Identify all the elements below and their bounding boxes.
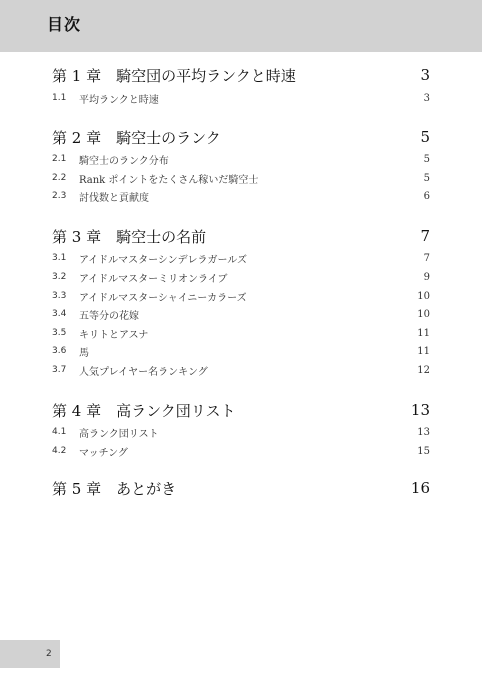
- toc-section-2-1[interactable]: [52, 151, 430, 167]
- section-page-number: 11: [417, 327, 430, 339]
- section-number: 2.3: [52, 191, 67, 201]
- section-page-number: 15: [417, 445, 430, 457]
- section-page-number: 6: [423, 190, 430, 202]
- section-title: 騎空士のランク分布: [79, 155, 169, 167]
- section-title: アイドルマスターミリオンライブ: [79, 273, 228, 285]
- section-page-number: 11: [417, 345, 430, 357]
- section-page-number: 13: [417, 426, 430, 438]
- toc-section-2-3[interactable]: [52, 188, 430, 204]
- toc-chapter-5[interactable]: [52, 476, 430, 500]
- toc-section-3-3[interactable]: [52, 288, 430, 304]
- section-title: 高ランク団リスト: [79, 428, 159, 440]
- toc-chapter-3[interactable]: [52, 224, 430, 248]
- toc-section-3-7[interactable]: [52, 362, 430, 378]
- toc-section-3-2[interactable]: [52, 269, 430, 285]
- section-title: マッチング: [79, 447, 128, 459]
- chapter-title: 第 4 章 高ランク団リスト: [52, 401, 236, 420]
- chapter-page-number: 16: [410, 479, 430, 497]
- chapter-page-number: 3: [420, 66, 430, 84]
- section-title: 五等分の花嫁: [79, 310, 139, 322]
- toc-chapter-2[interactable]: [52, 125, 430, 149]
- toc-section-4-1[interactable]: [52, 424, 430, 440]
- section-number: 2.1: [52, 154, 67, 164]
- chapter-title: 第 2 章 騎空士のランク: [52, 128, 221, 147]
- section-number: 3.4: [52, 309, 67, 319]
- section-number: 2.2: [52, 173, 67, 183]
- toc-section-2-2[interactable]: [52, 170, 430, 186]
- toc-chapter-1[interactable]: [52, 63, 430, 87]
- toc-section-3-5[interactable]: [52, 325, 430, 341]
- toc-section-1-1[interactable]: [52, 90, 430, 106]
- section-title: アイドルマスターシャイニーカラーズ: [79, 292, 247, 304]
- section-number: 1.1: [52, 93, 67, 103]
- section-page-number: 10: [417, 308, 430, 320]
- section-title: Rank ポイントをたくさん稼いだ騎空士: [79, 174, 259, 186]
- section-title: 馬: [79, 347, 89, 359]
- section-number: 3.2: [52, 272, 67, 282]
- section-page-number: 12: [417, 364, 430, 376]
- footer-page-number: 2: [46, 649, 52, 659]
- section-number: 3.5: [52, 328, 67, 338]
- chapter-page-number: 5: [420, 128, 430, 146]
- section-title: 人気プレイヤー名ランキング: [79, 366, 208, 378]
- toc-chapter-4[interactable]: [52, 398, 430, 422]
- chapter-title: 第 3 章 騎空士の名前: [52, 227, 207, 246]
- toc-section-3-6[interactable]: [52, 343, 430, 359]
- section-number: 3.7: [52, 365, 67, 375]
- toc-section-3-4[interactable]: [52, 306, 430, 322]
- chapter-title: 第 1 章 騎空団の平均ランクと時速: [52, 66, 296, 85]
- section-number: 3.1: [52, 253, 67, 263]
- section-page-number: 5: [423, 172, 430, 184]
- section-page-number: 9: [423, 271, 430, 283]
- section-title: 平均ランクと時速: [79, 94, 159, 106]
- section-page-number: 7: [423, 252, 430, 264]
- toc-section-4-2[interactable]: [52, 443, 430, 459]
- section-number: 4.2: [52, 446, 67, 456]
- section-page-number: 5: [423, 153, 430, 165]
- section-number: 3.6: [52, 346, 67, 356]
- section-number: 3.3: [52, 291, 67, 301]
- chapter-page-number: 7: [420, 227, 430, 245]
- chapter-title: 第 5 章 あとがき: [52, 479, 177, 498]
- section-title: キリトとアスナ: [79, 329, 149, 341]
- section-title: アイドルマスターシンデレラガールズ: [79, 254, 247, 266]
- page-title: 目次: [47, 15, 82, 34]
- chapter-page-number: 13: [410, 401, 430, 419]
- section-page-number: 10: [417, 290, 430, 302]
- section-page-number: 3: [423, 92, 430, 104]
- section-number: 4.1: [52, 427, 67, 437]
- section-title: 討伐数と貢献度: [79, 192, 149, 204]
- toc-section-3-1[interactable]: [52, 250, 430, 266]
